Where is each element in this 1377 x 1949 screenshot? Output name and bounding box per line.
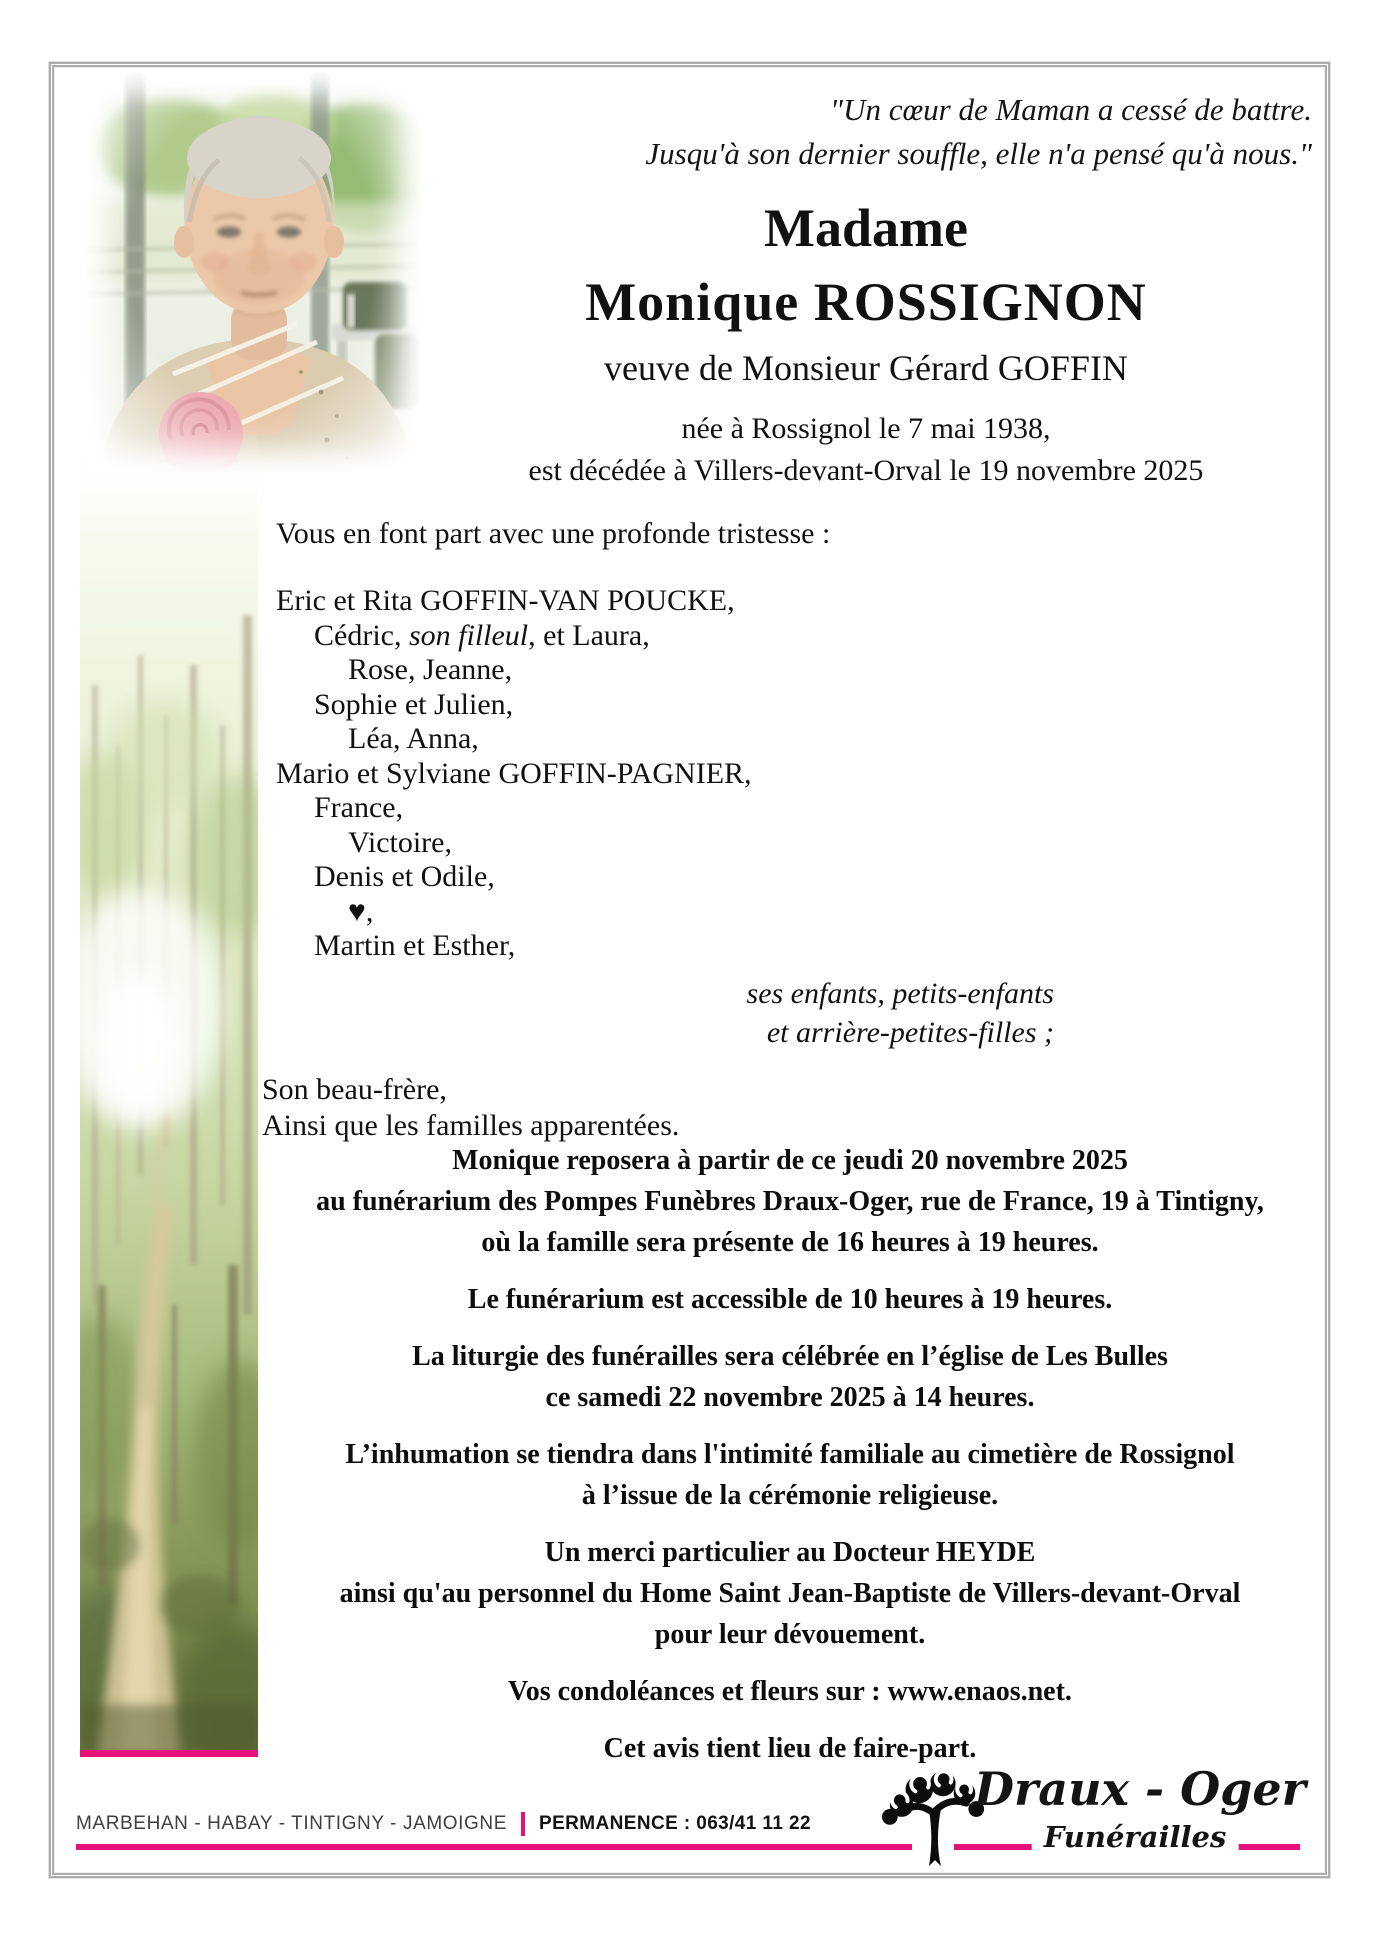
ceremony-line: La liturgie des funérailles sera célébrée en l’église de Les Bulles [412, 1341, 1168, 1372]
ceremony-paragraph-repose [258, 1140, 1322, 1263]
header-titles [420, 192, 1312, 492]
ceremony-paragraph-burial [258, 1434, 1322, 1516]
ceremony-line: Monique reposera à partir de ce jeudi 20 novembre 2025 [452, 1145, 1128, 1176]
forest-pink-bar [80, 1750, 258, 1757]
heart-icon: ♥, [348, 894, 374, 928]
closing-lines [262, 1072, 1312, 1144]
family-member: Mario et Sylviane GOFFIN-PAGNIER, [276, 756, 752, 790]
birth-line: née à Rossignol le 7 mai 1938, [681, 412, 1051, 445]
funeral-home-name: Draux - Oger [974, 1762, 1306, 1816]
member-role: son filleul [408, 618, 529, 652]
ceremony-line: à l’issue de la cérémonie religieuse. [581, 1480, 999, 1511]
member-text: , et Laura, [528, 618, 650, 652]
family-list [276, 584, 1312, 964]
ceremony-paragraph-access [258, 1279, 1322, 1320]
ceremony-paragraph-liturgy [258, 1336, 1322, 1418]
widow-line: veuve de Monsieur Gérard GOFFIN [604, 348, 1128, 388]
family-member: Léa, Anna, [348, 722, 479, 755]
ceremony-line: au funérarium des Pompes Funèbres Draux-Oger, rue de France, 19 à Tintigny, [316, 1186, 1264, 1217]
ceremony-line: ce samedi 22 novembre 2025 à 14 heures. [545, 1382, 1035, 1413]
relation-credits [276, 974, 1312, 1052]
ceremony-line: Cet avis tient lieu de faire-part. [603, 1733, 977, 1764]
ceremony-line: L’inhumation se tiendra dans l'intimité familiale au cimetière de Rossignol [345, 1439, 1235, 1470]
ceremony-line: Un merci particulier au Docteur HEYDE [544, 1537, 1036, 1568]
ceremony-section [258, 1140, 1322, 1785]
family-member: Denis et Odile, [314, 860, 495, 893]
family-member: Eric et Rita GOFFIN-VAN POUCKE, [276, 584, 735, 617]
family-member: Victoire, [348, 825, 452, 859]
closing-line-1: Son beau-frère, [262, 1072, 447, 1106]
ceremony-line: où la famille sera présente de 16 heures à 19 heures. [481, 1227, 1099, 1258]
portrait-illustration [85, 72, 420, 472]
quote-line-1: "Un cœur de Maman a cessé de battre. [830, 92, 1312, 127]
death-line: est décédée à Villers-devant-Orval le 19 novembre 2025 [528, 454, 1204, 487]
closing-line-2: Ainsi que les familles apparentées. [262, 1108, 680, 1142]
condolences-url-line: Vos condoléances et fleurs sur : www.enaos.net. [508, 1676, 1072, 1707]
footer [76, 1812, 811, 1836]
family-section [262, 516, 1312, 1144]
footer-locations: MARBEHAN - HABAY - TINTIGNY - JAMOIGNE [76, 1813, 508, 1834]
credits-line-2: et arrière-petites-filles ; [766, 1015, 1054, 1049]
family-member: Sophie et Julien, [314, 687, 514, 721]
ceremony-line: ainsi qu'au personnel du Home Saint Jean-Baptiste de Villers-devant-Orval [339, 1578, 1241, 1609]
ceremony-line: pour leur dévouement. [654, 1619, 926, 1650]
deceased-name: Monique ROSSIGNON [585, 272, 1147, 332]
family-member [276, 619, 1312, 654]
title-madame: Madame [764, 198, 968, 258]
intro-line: Vous en font part avec une profonde tristesse : [276, 517, 831, 550]
family-member: Rose, Jeanne, [348, 653, 513, 686]
footer-permanence: PERMANENCE : 063/41 11 22 [539, 1813, 811, 1834]
family-member: Martin et Esther, [314, 929, 516, 962]
ceremony-paragraph-condolences [258, 1671, 1322, 1712]
life-dates [420, 408, 1312, 492]
member-text: Cédric, [314, 618, 409, 652]
credits-line-1: ses enfants, petits-enfants [746, 976, 1054, 1010]
quote-line-2: Jusqu'à son dernier souffle, elle n'a pensé qu'à nous." [645, 136, 1312, 171]
forest-path-image [80, 425, 258, 1750]
ceremony-line: Le funérarium est accessible de 10 heures à 19 heures. [467, 1284, 1113, 1315]
ceremony-paragraph-thanks [258, 1532, 1322, 1655]
memorial-quote [430, 88, 1312, 176]
forest-illustration [80, 425, 258, 1750]
family-member: France, [314, 791, 404, 824]
funeral-home-subtitle: Funérailles [1032, 1820, 1239, 1854]
portrait-photo [85, 72, 420, 472]
footer-separator-bar [521, 1812, 525, 1836]
